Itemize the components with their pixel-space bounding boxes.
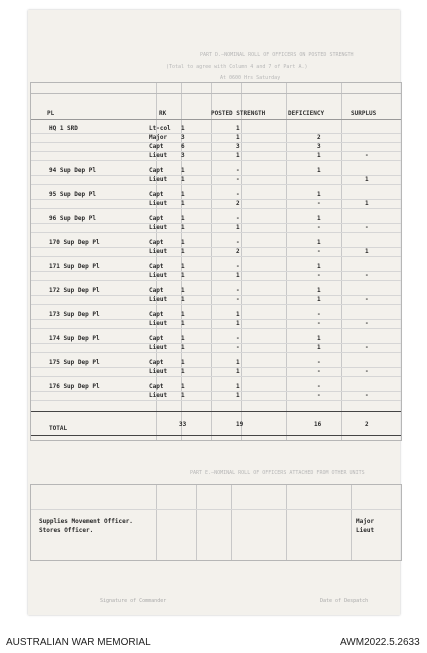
rank-cell: Lieut bbox=[149, 320, 168, 327]
strength-cell: - bbox=[236, 335, 240, 342]
deficiency-cell: - bbox=[317, 320, 321, 327]
strength-cell: 1 bbox=[236, 224, 240, 231]
rank-cell: Major bbox=[149, 134, 168, 141]
signature-label: Signature of Commander bbox=[100, 598, 167, 604]
posted-cell: 1 bbox=[181, 311, 185, 318]
rank-cell: Lieut bbox=[149, 176, 168, 183]
strength-cell: 1 bbox=[236, 320, 240, 327]
row-rule bbox=[31, 271, 401, 272]
row-rule bbox=[31, 280, 401, 281]
rank-cell: Lieut bbox=[149, 344, 168, 351]
attached-rank: Lieut bbox=[356, 527, 375, 534]
total-strength: 19 bbox=[236, 421, 244, 428]
strength-cell: - bbox=[236, 215, 240, 222]
unit-cell: HQ 1 SRD bbox=[49, 125, 78, 132]
rank-cell: Capt bbox=[149, 335, 164, 342]
deficiency-cell: - bbox=[317, 200, 321, 207]
deficiency-cell: 1 bbox=[317, 239, 321, 246]
posted-cell: 6 bbox=[181, 143, 185, 150]
rank-cell: Capt bbox=[149, 143, 164, 150]
part-d-title: PART D.—NOMINAL ROLL OF OFFICERS ON POSTED STRENGTH bbox=[200, 52, 354, 58]
row-rule bbox=[31, 256, 401, 257]
deficiency-cell: - bbox=[317, 248, 321, 255]
unit-cell: 95 Sup Dep Pl bbox=[49, 191, 96, 198]
deficiency-cell: 1 bbox=[317, 167, 321, 174]
row-rule bbox=[31, 199, 401, 200]
deficiency-cell: - bbox=[317, 392, 321, 399]
unit-cell: 173 Sup Dep Pl bbox=[49, 311, 100, 318]
row-rule bbox=[31, 304, 401, 305]
unit-cell: 172 Sup Dep Pl bbox=[49, 287, 100, 294]
posted-cell: 1 bbox=[181, 125, 185, 132]
strength-cell: 1 bbox=[236, 383, 240, 390]
column-divider bbox=[196, 485, 197, 560]
unit-cell: 176 Sup Dep Pl bbox=[49, 383, 100, 390]
row-rule bbox=[31, 133, 401, 134]
deficiency-cell: - bbox=[317, 224, 321, 231]
posted-cell: 1 bbox=[181, 191, 185, 198]
strength-cell: 2 bbox=[236, 248, 240, 255]
surplus-cell: - bbox=[365, 344, 369, 351]
row-rule bbox=[31, 328, 401, 329]
column-header-rank: RK bbox=[159, 110, 167, 117]
column-header-surplus: SURPLUS bbox=[351, 110, 377, 117]
strength-cell: - bbox=[236, 239, 240, 246]
strength-cell: 2 bbox=[236, 200, 240, 207]
row-rule bbox=[31, 367, 401, 368]
deficiency-cell: - bbox=[317, 383, 321, 390]
header-rule bbox=[31, 509, 401, 510]
strength-cell: 1 bbox=[236, 392, 240, 399]
unit-cell: 174 Sup Dep Pl bbox=[49, 335, 100, 342]
surplus-cell: 1 bbox=[365, 176, 369, 183]
rank-cell: Lieut bbox=[149, 368, 168, 375]
row-rule bbox=[31, 247, 401, 248]
posted-cell: 1 bbox=[181, 344, 185, 351]
deficiency-cell: - bbox=[317, 311, 321, 318]
posted-cell: 1 bbox=[181, 368, 185, 375]
part-e-title: PART E.—NOMINAL ROLL OF OFFICERS ATTACHED FROM OTHER UNITS bbox=[190, 470, 365, 476]
rank-cell: Lieut bbox=[149, 392, 168, 399]
total-surplus: 2 bbox=[365, 421, 369, 428]
officers-table bbox=[30, 82, 402, 441]
posted-cell: 1 bbox=[181, 392, 185, 399]
column-divider bbox=[351, 485, 352, 560]
posted-cell: 1 bbox=[181, 239, 185, 246]
total-label: TOTAL bbox=[49, 425, 68, 432]
unit-cell: 171 Sup Dep Pl bbox=[49, 263, 100, 270]
deficiency-cell: 1 bbox=[317, 152, 321, 159]
strength-cell: 3 bbox=[236, 143, 240, 150]
column-header-unit: PL bbox=[47, 110, 55, 117]
rank-cell: Capt bbox=[149, 167, 164, 174]
row-rule bbox=[31, 223, 401, 224]
column-divider bbox=[286, 485, 287, 560]
deficiency-cell: 1 bbox=[317, 344, 321, 351]
strength-cell: 1 bbox=[236, 272, 240, 279]
column-divider bbox=[156, 485, 157, 560]
posted-cell: 3 bbox=[181, 134, 185, 141]
strength-cell: - bbox=[236, 296, 240, 303]
row-rule bbox=[31, 151, 401, 152]
strength-cell: - bbox=[236, 167, 240, 174]
rank-cell: Lt-col bbox=[149, 125, 171, 132]
strength-cell: - bbox=[236, 344, 240, 351]
row-rule bbox=[31, 208, 401, 209]
total-rule bbox=[31, 411, 401, 412]
rank-cell: Capt bbox=[149, 311, 164, 318]
total-deficiency: 16 bbox=[314, 421, 322, 428]
attached-rank: Major bbox=[356, 518, 375, 525]
rank-cell: Capt bbox=[149, 287, 164, 294]
unit-cell: 170 Sup Dep Pl bbox=[49, 239, 100, 246]
caption-left: AUSTRALIAN WAR MEMORIAL bbox=[6, 637, 151, 648]
row-rule bbox=[31, 142, 401, 143]
row-rule bbox=[31, 376, 401, 377]
rank-cell: Capt bbox=[149, 239, 164, 246]
surplus-cell: - bbox=[365, 368, 369, 375]
surplus-cell: - bbox=[365, 224, 369, 231]
strength-cell: - bbox=[236, 176, 240, 183]
deficiency-cell: 1 bbox=[317, 263, 321, 270]
rank-cell: Capt bbox=[149, 263, 164, 270]
row-rule bbox=[31, 160, 401, 161]
deficiency-cell: 1 bbox=[317, 191, 321, 198]
rank-cell: Capt bbox=[149, 359, 164, 366]
row-rule bbox=[31, 319, 401, 320]
rank-cell: Lieut bbox=[149, 248, 168, 255]
row-rule bbox=[31, 352, 401, 353]
surplus-cell: 1 bbox=[365, 248, 369, 255]
row-rule bbox=[31, 232, 401, 233]
surplus-cell: 1 bbox=[365, 200, 369, 207]
strength-cell: 1 bbox=[236, 125, 240, 132]
attached-description: Stores Officer. bbox=[39, 527, 94, 534]
header-rule bbox=[31, 119, 401, 120]
posted-cell: 1 bbox=[181, 335, 185, 342]
deficiency-cell: 1 bbox=[317, 296, 321, 303]
posted-cell: 1 bbox=[181, 296, 185, 303]
posted-cell: 1 bbox=[181, 287, 185, 294]
rank-cell: Lieut bbox=[149, 272, 168, 279]
deficiency-cell: 1 bbox=[317, 335, 321, 342]
deficiency-cell: 3 bbox=[317, 143, 321, 150]
surplus-cell: - bbox=[365, 320, 369, 327]
total-posted: 33 bbox=[179, 421, 187, 428]
posted-cell: 1 bbox=[181, 215, 185, 222]
rank-cell: Lieut bbox=[149, 152, 168, 159]
posted-cell: 1 bbox=[181, 320, 185, 327]
surplus-cell: - bbox=[365, 296, 369, 303]
deficiency-cell: 2 bbox=[317, 134, 321, 141]
column-divider bbox=[241, 83, 242, 440]
posted-cell: 1 bbox=[181, 383, 185, 390]
deficiency-cell: - bbox=[317, 359, 321, 366]
surplus-cell: - bbox=[365, 392, 369, 399]
rank-cell: Capt bbox=[149, 383, 164, 390]
deficiency-cell: 1 bbox=[317, 215, 321, 222]
rank-cell: Lieut bbox=[149, 200, 168, 207]
strength-cell: 1 bbox=[236, 311, 240, 318]
row-rule bbox=[31, 391, 401, 392]
column-divider bbox=[231, 485, 232, 560]
strength-cell: 1 bbox=[236, 134, 240, 141]
posted-cell: 1 bbox=[181, 248, 185, 255]
deficiency-cell: - bbox=[317, 368, 321, 375]
attached-description: Supplies Movement Officer. bbox=[39, 518, 133, 525]
row-rule bbox=[31, 400, 401, 401]
surplus-cell: - bbox=[365, 152, 369, 159]
row-rule bbox=[31, 295, 401, 296]
strength-cell: 1 bbox=[236, 152, 240, 159]
rank-cell: Lieut bbox=[149, 296, 168, 303]
posted-cell: 1 bbox=[181, 167, 185, 174]
caption-right: AWM2022.5.2633 bbox=[340, 637, 420, 648]
strength-cell: 1 bbox=[236, 359, 240, 366]
strength-cell: - bbox=[236, 263, 240, 270]
column-divider bbox=[286, 83, 287, 440]
total-rule bbox=[31, 435, 401, 436]
posted-cell: 1 bbox=[181, 272, 185, 279]
column-header-posted-strength: POSTED STRENGTH bbox=[211, 110, 266, 117]
posted-cell: 1 bbox=[181, 176, 185, 183]
unit-cell: 96 Sup Dep Pl bbox=[49, 215, 96, 222]
posted-cell: 1 bbox=[181, 263, 185, 270]
posted-cell: 1 bbox=[181, 200, 185, 207]
deficiency-cell: 1 bbox=[317, 287, 321, 294]
posted-cell: 1 bbox=[181, 224, 185, 231]
row-rule bbox=[31, 175, 401, 176]
column-divider bbox=[341, 83, 342, 440]
strength-cell: - bbox=[236, 287, 240, 294]
attached-officers-table bbox=[30, 484, 402, 561]
total-note: (Total to agree with Column 4 and 7 of Part A.) bbox=[166, 64, 308, 70]
deficiency-cell: - bbox=[317, 272, 321, 279]
posted-cell: 3 bbox=[181, 152, 185, 159]
unit-cell: 175 Sup Dep Pl bbox=[49, 359, 100, 366]
posted-cell: 1 bbox=[181, 359, 185, 366]
row-rule bbox=[31, 343, 401, 344]
rank-cell: Lieut bbox=[149, 224, 168, 231]
strength-cell: - bbox=[236, 191, 240, 198]
surplus-cell: - bbox=[365, 272, 369, 279]
strength-cell: 1 bbox=[236, 368, 240, 375]
row-rule bbox=[31, 184, 401, 185]
column-header-deficiency: DEFICIENCY bbox=[288, 110, 325, 117]
date-note: At 0600 Hrs Saturday bbox=[220, 75, 281, 81]
column-divider bbox=[211, 83, 212, 440]
rank-cell: Capt bbox=[149, 191, 164, 198]
header-rule bbox=[31, 93, 401, 94]
rank-cell: Capt bbox=[149, 215, 164, 222]
unit-cell: 94 Sup Dep Pl bbox=[49, 167, 96, 174]
date-of-despatch-label: Date of Despatch bbox=[320, 598, 369, 604]
